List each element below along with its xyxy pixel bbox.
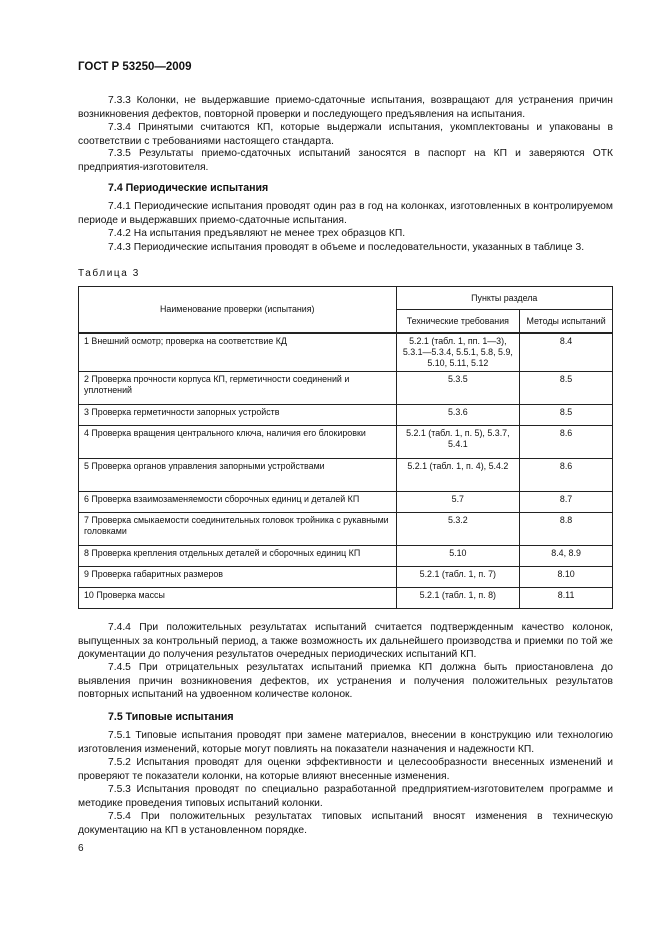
table-row (79, 492, 613, 513)
table-row (79, 426, 613, 459)
methods-cell: 8.6 (520, 459, 613, 492)
check-name: 1 Внешний осмотр; проверка на соответствие КД (79, 333, 397, 372)
requirements-cell: 5.3.6 (396, 405, 520, 426)
paragraph-7-4-1: 7.4.1 Периодические испытания проводят один раз в год на колонках, изготовленных в контролируемом периоде и выдержавших приемо-сдаточные испытания. (78, 201, 613, 226)
methods-cell: 8.4, 8.9 (520, 546, 613, 567)
table-row (79, 405, 613, 426)
methods-cell: 8.7 (520, 492, 613, 513)
table-row (79, 567, 613, 588)
table-caption: Таблица 3 (78, 268, 140, 279)
paragraph-7-4-2: 7.4.2 На испытания предъявляют не менее трех образцов КП. (108, 228, 406, 239)
table-row (79, 546, 613, 567)
table-row (79, 333, 613, 372)
page-number: 6 (78, 843, 84, 854)
check-name: 3 Проверка герметичности запорных устройств (79, 405, 397, 426)
paragraph-7-3-3: 7.3.3 Колонки, не выдержавшие приемо-сдаточные испытания, возвращают для устранения причин возникновения дефектов, повторной проверки и последующего предъявления на испытания. (78, 95, 613, 120)
table-row (79, 588, 613, 609)
paragraph-7-3-5: 7.3.5 Результаты приемо-сдаточных испытаний заносятся в паспорт на КП и заверяются ОТК предприятия-изготовителя. (78, 148, 613, 173)
checks-table (78, 286, 613, 609)
requirements-cell: 5.10 (396, 546, 520, 567)
document-header: ГОСТ Р 53250—2009 (78, 61, 192, 73)
check-name: 2 Проверка прочности корпуса КП, герметичности соединений и уплотнений (79, 372, 397, 405)
table-header-group: Пункты раздела (396, 287, 613, 310)
methods-cell: 8.5 (520, 372, 613, 405)
requirements-cell: 5.3.2 (396, 513, 520, 546)
check-name: 7 Проверка смыкаемости соединительных головок тройника с рукавными головками (79, 513, 397, 546)
section-heading-7-5: 7.5 Типовые испытания (108, 711, 234, 723)
table-header-methods: Методы испытаний (520, 310, 613, 334)
methods-cell: 8.10 (520, 567, 613, 588)
methods-cell: 8.8 (520, 513, 613, 546)
section-heading-7-4: 7.4 Периодические испытания (108, 182, 269, 194)
methods-cell: 8.4 (520, 333, 613, 372)
methods-cell: 8.5 (520, 405, 613, 426)
paragraph-7-4-4: 7.4.4 При положительных результатах испытаний считается подтвержденным качество колонок, выпущенных за контрольный период, а также возможность их дальнейшего производства и приемки по той же документации до получения результатов очередных периодических испытаний КП. (78, 622, 613, 661)
methods-cell: 8.6 (520, 426, 613, 459)
paragraph-7-5-2: 7.5.2 Испытания проводят для оценки эффективности и целесообразности внесенных изменений и проверяют те показатели колонки, на которые влияют внесенные изменения. (78, 757, 613, 782)
check-name: 5 Проверка органов управления запорными устройствами (79, 459, 397, 492)
paragraph-7-4-5: 7.4.5 При отрицательных результатах испытаний приемка КП должна быть приостановлена до выявления причин возникновения дефектов, их устранения и получения положительных результатов повторных испытаний на удвоенном количестве колонок. (78, 662, 613, 701)
paragraph-7-5-3: 7.5.3 Испытания проводят по специально разработанной предприятием-изготовителем программе и методике проведения типовых испытаний колонки. (78, 784, 613, 809)
check-name: 6 Проверка взаимозаменяемости сборочных единиц и деталей КП (79, 492, 397, 513)
requirements-cell: 5.3.5 (396, 372, 520, 405)
table-row (79, 459, 613, 492)
check-name: 10 Проверка массы (79, 588, 397, 609)
table-header-requirements: Технические требования (396, 310, 520, 334)
requirements-cell: 5.2.1 (табл. 1, п. 5), 5.3.7, 5.4.1 (396, 426, 520, 459)
table-row (79, 513, 613, 546)
requirements-cell: 5.2.1 (табл. 1, пп. 1—3), 5.3.1—5.3.4, 5.5.1, 5.8, 5.9, 5.10, 5.11, 5.12 (396, 333, 520, 372)
table-row (79, 372, 613, 405)
check-name: 9 Проверка габаритных размеров (79, 567, 397, 588)
check-name: 8 Проверка крепления отдельных деталей и сборочных единиц КП (79, 546, 397, 567)
table-header-name: Наименование проверки (испытания) (79, 287, 397, 334)
requirements-cell: 5.7 (396, 492, 520, 513)
requirements-cell: 5.2.1 (табл. 1, п. 4), 5.4.2 (396, 459, 520, 492)
paragraph-7-3-4: 7.3.4 Принятыми считаются КП, которые выдержали испытания, укомплектованы и упакованы в соответствии с требованиями настоящего стандарта. (78, 122, 613, 147)
check-name: 4 Проверка вращения центрального ключа, наличия его блокировки (79, 426, 397, 459)
paragraph-7-4-3: 7.4.3 Периодические испытания проводят в объеме и последовательности, указанных в таблице 3. (108, 242, 585, 253)
methods-cell: 8.11 (520, 588, 613, 609)
requirements-cell: 5.2.1 (табл. 1, п. 7) (396, 567, 520, 588)
paragraph-7-5-4: 7.5.4 При положительных результатах типовых испытаний вносят изменения в техническую документацию на КП в установленном порядке. (78, 811, 613, 836)
requirements-cell: 5.2.1 (табл. 1, п. 8) (396, 588, 520, 609)
paragraph-7-5-1: 7.5.1 Типовые испытания проводят при замене материалов, внесении в конструкцию или технологию изготовления изменений, которые могут повлиять на показатели назначения и надежности КП. (78, 730, 613, 755)
